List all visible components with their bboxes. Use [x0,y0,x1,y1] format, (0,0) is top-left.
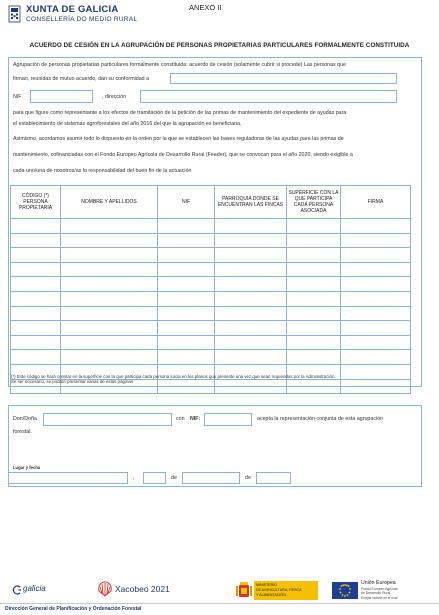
cell-name[interactable] [61,277,158,292]
place-date-label: Lugar y fecha [13,465,41,470]
ministry-name-line2: DE AGRICULTURA, PESCA [256,588,302,592]
don-dona-label: Don/Doña [13,416,37,422]
day-field[interactable] [143,472,166,484]
xacobeo-logo [98,581,183,599]
ministry-name-line1: MINISTERIO [256,583,277,587]
cell-parish[interactable] [215,233,287,248]
de-separator-1: de [171,475,177,481]
de-separator-2: de [245,475,251,481]
cell-surface[interactable] [287,219,341,234]
column-header-signature: FIRMA [341,186,411,219]
con-label: con [176,416,185,422]
agreement-text-line4: el establecimiento de sistemas agroforestales del año 2016 del que la agrupación es beneficiaria. [13,121,242,127]
month-field[interactable] [182,472,240,484]
cell-surface[interactable] [287,277,341,292]
cell-nif[interactable] [158,233,215,248]
cell-surface[interactable] [287,233,341,248]
cell-nif[interactable] [158,306,215,321]
cell-name[interactable] [61,219,158,234]
cell-name[interactable] [61,262,158,277]
galicia-logo [12,582,52,598]
table-row [11,291,411,306]
xunta-logo [8,4,158,28]
cell-signature[interactable] [341,350,411,365]
eu-fund-slogan: Europa invierte en el rural [361,596,398,600]
cell-code[interactable] [11,277,61,292]
cell-surface[interactable] [287,291,341,306]
cell-signature[interactable] [341,248,411,263]
agreement-text-line7: cada uno/una de nosotros/as la responsabilidad del buen fin de la actuación [13,168,192,174]
cell-nif[interactable] [158,335,215,350]
cell-name[interactable] [61,291,158,306]
table-row [11,248,411,263]
galicia-emblem-icon [8,5,21,23]
cell-parish[interactable] [215,350,287,365]
cell-name[interactable] [61,335,158,350]
representative-nif-field[interactable] [30,90,93,103]
footer-divider [0,603,439,604]
acceptance-nif-label: NIF: [190,416,201,422]
cell-nif[interactable] [158,277,215,292]
table-row [11,262,411,277]
table-row [11,277,411,292]
footer-directorate: Dirección General de Planificación y Ordenación Forestal [5,606,142,612]
cell-name[interactable] [61,350,158,365]
representative-name-field[interactable] [170,73,397,84]
owners-table-header [11,186,411,219]
eu-feader-logo [332,580,432,602]
cell-signature[interactable] [341,364,411,379]
cell-nif[interactable] [158,379,215,394]
column-header-parish: PARROQUIA DONDE SE ENCUENTRAN LAS FINCAS [215,186,287,219]
cell-nif[interactable] [158,248,215,263]
eu-fund-line2: de Desarrollo Rural [361,591,391,595]
cell-parish[interactable] [215,335,287,350]
agreement-text-line1: Agrupación de personas propietarias particulares formalmente constituida: acuerdo de cesión (solamente cubrir si procede) Las personas que [13,62,347,68]
acceptance-text-line1: acepta la representación conjunta de esta agrupación [257,416,384,422]
agreement-text-line6: mantenimiento, cofinanciadas con el Fondo Europeo Agrícola de Desarrollo Rural (Feader), que se convocan para el año 2020, siendo exigible a [13,152,353,158]
cell-signature[interactable] [341,335,411,350]
xacobeo-scallop-icon [98,581,112,597]
cell-nif[interactable] [158,262,215,277]
column-header-name: NOMBRE Y APELLIDOS [61,186,158,219]
place-field[interactable] [8,472,128,484]
brand-name: XUNTA DE GALICIA [26,4,119,15]
cell-surface[interactable] [287,379,341,394]
agreement-text-line2: firman, reunidas de mutuo acuerdo, dan su conformidad a [13,76,150,82]
cell-surface[interactable] [287,306,341,321]
cell-parish[interactable] [215,262,287,277]
table-row [11,233,411,248]
eu-title: Unión Europea [361,580,396,586]
eu-fund-line1: Fondo Europeo Agrícola [361,587,398,591]
footnote-line1: (*) Este código se hará constar en la superficie con la que participa cada persona socia en los planos que presente una vez que sean requeridos por la Administración. [11,374,336,379]
cell-parish[interactable] [215,291,287,306]
acceptance-text-line2: forestal. [13,429,32,435]
cell-parish[interactable] [215,248,287,263]
cell-code[interactable] [11,219,61,234]
cell-signature[interactable] [341,277,411,292]
agreement-text-line5: Asimismo, acordamos asumir todo lo dispuesto en la orden por la que se establecen las bases reguladoras de las ayudas para las primas de [13,136,344,142]
cell-code[interactable] [11,291,61,306]
ministry-logo [236,580,318,602]
cell-code[interactable] [11,248,61,263]
cell-parish[interactable] [215,321,287,336]
table-row [11,335,411,350]
eu-flag-icon [332,582,358,599]
department-name: CONSELLERÍA DO MEDIO RURAL [26,16,138,23]
document-title: ACUERDO DE CESIÓN EN LA AGRUPACIÓN DE PERSONAS PROPIETARIAS PARTICULARES FORMALMENTE CONSTITUIDA [29,42,410,49]
cell-parish[interactable] [215,306,287,321]
cell-surface[interactable] [287,335,341,350]
cell-signature[interactable] [341,219,411,234]
cell-parish[interactable] [215,219,287,234]
column-header-nif: NIF [158,186,215,219]
galicia-swirl-icon [12,585,22,595]
cell-signature[interactable] [341,321,411,336]
representative-address-field[interactable] [140,90,397,103]
cell-code[interactable] [11,350,61,365]
xacobeo-wordmark: Xacobeo 2021 [115,584,170,594]
ministry-name-line3: Y ALIMENTACIÓN [256,593,286,597]
cell-surface[interactable] [287,350,341,365]
cell-surface[interactable] [287,321,341,336]
cell-nif[interactable] [158,350,215,365]
table-row [11,306,411,321]
cell-signature[interactable] [341,233,411,248]
annex-label: ANEXO II [189,3,222,12]
cell-code[interactable] [11,262,61,277]
comma-separator: , [133,475,135,481]
table-row [11,219,411,234]
year-field[interactable] [256,472,291,484]
spain-coat-of-arms-icon [236,581,252,599]
cell-name[interactable] [61,233,158,248]
cell-code[interactable] [11,321,61,336]
address-label: , dirección [102,94,127,100]
cell-signature[interactable] [341,291,411,306]
column-header-code: CÓDIGO (*) PERSONA PROPIETARIA [11,186,61,219]
nif-label: NIF [13,94,22,100]
cell-code[interactable] [11,233,61,248]
cell-code[interactable] [11,306,61,321]
cell-signature[interactable] [341,379,411,394]
cell-nif[interactable] [158,291,215,306]
representative-fullname-field[interactable] [43,413,172,426]
cell-parish[interactable] [215,379,287,394]
footnote-line2: Se ser necesario, se podrán presentar varias de estas páginas [11,379,134,384]
cell-signature[interactable] [341,306,411,321]
owners-table-body [11,219,411,394]
cell-nif[interactable] [158,321,215,336]
table-row [11,350,411,365]
owners-table [10,185,411,394]
table-row [11,321,411,336]
cell-surface[interactable] [287,248,341,263]
agreement-text-line3: para que figure como representante a los efectos de tramitación de la petición de las primas de mantenimiento del expediente de ayudas para [13,110,347,116]
cell-nif[interactable] [158,219,215,234]
cell-surface[interactable] [287,262,341,277]
cell-name[interactable] [61,248,158,263]
cell-parish[interactable] [215,277,287,292]
column-header-surface: SUPERFICIE CON LA QUE PARTICIPA CADA PERSONA ASOCIADA [287,186,341,219]
cell-name[interactable] [61,306,158,321]
galicia-wordmark: galicia [23,584,46,593]
cell-signature[interactable] [341,262,411,277]
cell-name[interactable] [61,321,158,336]
cell-code[interactable] [11,335,61,350]
acceptance-nif-field[interactable] [204,413,252,426]
